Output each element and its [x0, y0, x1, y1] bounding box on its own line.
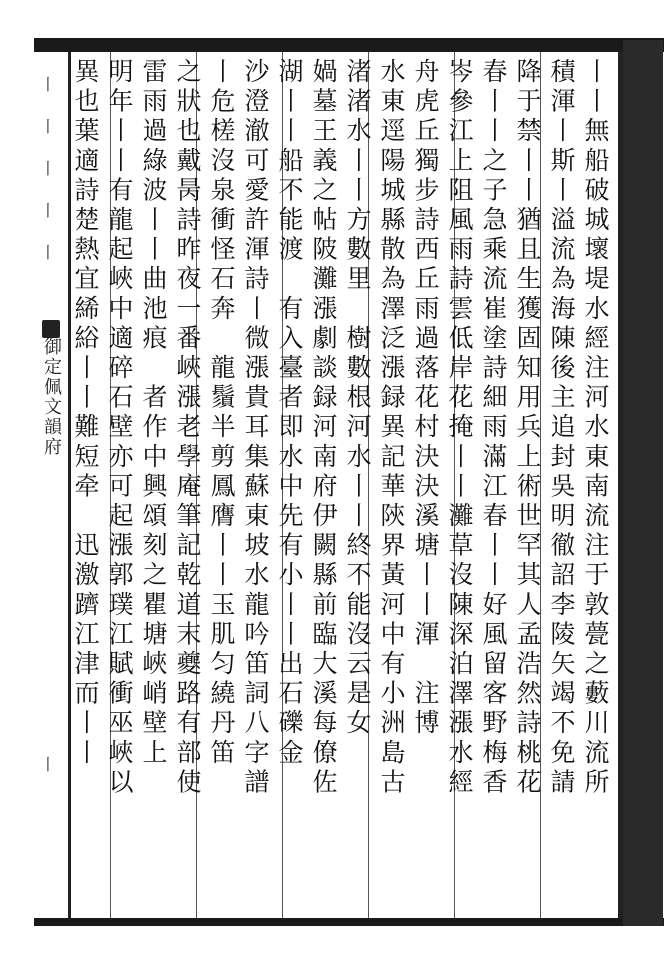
text-column: 降于禁丨丨猶且生獲固知用兵上術世罕其人孟浩然詩桃花 [513, 58, 542, 798]
page-margin-right [623, 40, 663, 926]
gutter-mark: 丨 [40, 201, 57, 220]
text-column: 明年丨丨有龍起峽中適碎石壁亦可起漲郭璞江賦衝巫峽以 [105, 58, 134, 798]
text-column: 舟虎丘獨步詩西丘雨過落花村決決溪塘丨丨渾 注博 [411, 58, 440, 739]
text-column: 沙澄澈可愛許渾詩丨微漲貴耳集蘇東坡水龍吟笛詞八字譜 [241, 58, 270, 798]
text-column: 湖丨丨船不能渡 有入臺者即水中先有小丨丨出石礫金 [275, 58, 304, 769]
gutter-mark: 丨 [40, 243, 57, 262]
text-column: 雷雨過綠波丨丨曲池痕 者作中興頌刻之瞿塘峽峭壁上 [139, 58, 168, 769]
text-column: 丨丨無船破城壞堤水經注河水東南流注于敦甍之藪川流所 [581, 58, 610, 798]
text-column: 媧墓王義之帖陂灘漲劇談録河南府伊闕縣前臨大溪每僚佐 [309, 58, 338, 798]
text-column: 渚渚水丨丨方數里 樹數根河水丨丨終不能沒云是女 [343, 58, 372, 739]
fishtail-mark-icon [42, 320, 60, 338]
scan-frame-top [34, 38, 664, 52]
text-column: 丨危槎沒泉衝怪石奔 龍鬚半剪鳳膺丨丨玉肌匀繞丹笛 [207, 58, 236, 769]
text-column: 岑參江上阻風雨詩雲低岸花掩丨丨灘草沒陳深泊澤漲水經 [445, 58, 474, 798]
text-column: 水東逕陽城縣散為澤泛漲録異記華陝界黃河中有小洲島古 [377, 58, 406, 798]
gutter-mark: 丨 [40, 117, 57, 136]
text-column: 春丨丨之子急乘流崔塗詩細雨滿江春丨丨好風留客野梅香 [479, 58, 508, 798]
gutter-mark: 丨 [40, 755, 57, 774]
scan-frame-bottom [34, 918, 664, 926]
book-title: 御定佩文韻府 [41, 337, 62, 457]
gutter-mark: 丨 [40, 159, 57, 178]
gutter-mark: 丨 [40, 75, 57, 94]
text-column: 之狀也戴昺詩昨夜一番峽漲老學庵筆記乾道末夔路有部使 [173, 58, 202, 798]
text-column: 異也葉適詩楚熱宜絺綌丨丨難短牵 迅激躋江津而丨丨 [71, 58, 100, 769]
text-column: 積渾丨斯丨溢流為海陳後主追封吳明徹詔李陵矢竭不免請 [547, 58, 576, 798]
